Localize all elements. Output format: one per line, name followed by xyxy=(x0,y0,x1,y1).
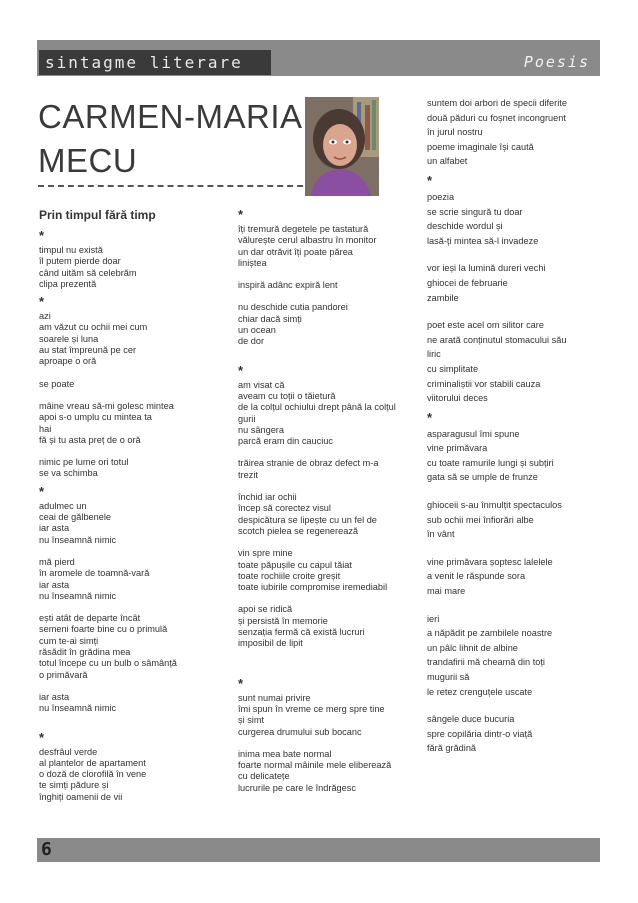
stanza-gap xyxy=(238,537,420,548)
verse-line: te simți pădure și xyxy=(39,780,109,791)
author-portrait xyxy=(305,97,379,196)
stanza-separator: * xyxy=(39,729,45,745)
stanza-gap xyxy=(39,368,219,379)
verse-line: vălurește cerul albastru în monitor xyxy=(238,235,377,246)
verse-line: totul începe cu un bulb o sâmânță xyxy=(39,658,177,669)
footer-bar xyxy=(37,838,600,862)
verse-line: vin spre mine xyxy=(238,548,293,559)
verse-line: hai xyxy=(39,423,52,434)
verse-line: două păduri cu foșnet incongruent xyxy=(427,112,566,123)
stanza-gap xyxy=(238,481,420,492)
stanza-separator: * xyxy=(238,207,244,222)
verse-line: mai mare xyxy=(427,586,466,597)
verse-line: parcă eram din cauciuc xyxy=(238,436,333,447)
verse-line: semeni foarte bine cu o primulă xyxy=(39,624,168,635)
verse-line: cu delicatețe xyxy=(238,771,290,782)
verse-line: poet este acel om silitor care xyxy=(427,320,544,331)
verse-line: a năpădit pe zambilele noastre xyxy=(427,628,553,639)
stanza-gap xyxy=(238,650,420,661)
verse-line: ești atât de departe încât xyxy=(39,613,141,624)
stanza-separator: * xyxy=(39,294,45,310)
verse-line: liric xyxy=(427,349,441,360)
verse-line: apoi s-o umplu cu mintea ta xyxy=(39,412,152,423)
stanza-separator: * xyxy=(39,228,45,243)
author-name-line1: CARMEN-MARIA xyxy=(38,98,303,135)
stanza-gap xyxy=(238,269,420,280)
verse-line: inima mea bate normal xyxy=(238,748,332,759)
verse-line: îți tremură degetele pe tastatură xyxy=(238,224,369,234)
verse-line: nu înseamnă nimic xyxy=(39,703,117,714)
verse-line: nimic pe lume ori totul xyxy=(39,457,129,468)
stanza-gap xyxy=(238,447,420,458)
verse-line: îl putem pierde doar xyxy=(39,256,121,267)
verse-line: cu simplitate xyxy=(427,363,479,374)
verse-line: un alfabet xyxy=(427,156,468,167)
verse-line: trandafirii mă cheamă din toți xyxy=(427,657,545,668)
stanza-separator: * xyxy=(427,172,433,188)
verse-line: suntem doi arbori de specii diferite xyxy=(427,98,567,108)
verse-line: și simt xyxy=(238,715,265,726)
verse-line: iar asta xyxy=(39,579,70,590)
stanza-gap xyxy=(238,291,420,302)
verse-line: sângele duce bucuria xyxy=(427,714,515,725)
verse-line: liniștea xyxy=(238,257,267,268)
verse-line: am văzut cu ochii mei cum xyxy=(39,322,148,333)
verse-line: azi xyxy=(39,311,51,322)
verse-line: mugurii să xyxy=(427,672,470,682)
verse-line: a venit le răspunde sora xyxy=(427,571,526,582)
poem-column-3 xyxy=(427,96,602,756)
verse-line: ceai de gălbenele xyxy=(39,512,112,523)
verse-line: vine primăvara xyxy=(427,443,488,454)
stanza-gap xyxy=(427,305,602,318)
verse-line: cum te-ai simți xyxy=(39,635,99,646)
verse-line: fă și tu asta preț de o oră xyxy=(39,434,141,445)
stanza-gap xyxy=(39,602,219,613)
verse-line: nu deschide cutia pandorei xyxy=(238,302,348,313)
verse-line: în jurul nostru xyxy=(427,127,483,138)
verse-line: apoi se ridică xyxy=(238,604,293,615)
verse-line: soarele și luna xyxy=(39,333,99,344)
verse-line: am visat că xyxy=(238,379,285,390)
verse-line: nu sângera xyxy=(238,424,284,435)
title-divider xyxy=(38,185,333,187)
verse-line: viitorului deces xyxy=(427,393,488,404)
verse-line: se va schimba xyxy=(39,468,98,479)
verse-line: toate păpușile cu capul tăiat xyxy=(238,559,352,570)
poem-column-2 xyxy=(238,203,420,794)
series-title: sintagme literare xyxy=(39,50,271,75)
verse-line: asparagusul îmi spune xyxy=(427,428,520,439)
verse-line: îmi spun în vreme ce merg spre tine xyxy=(238,703,385,714)
verse-line: spre copilăria dintr-o viață xyxy=(427,728,533,739)
verse-line: nu înseamnă nimic xyxy=(39,590,117,601)
verse-line: încep să corectez visul xyxy=(238,503,331,514)
verse-line: mâine vreau să-mi golesc mintea xyxy=(39,400,174,411)
stanza-gap xyxy=(39,681,219,692)
verse-line: le retez crenguțele uscate xyxy=(427,686,533,697)
verse-line: imposibil de lipit xyxy=(238,638,303,649)
verse-line: de la colțul ochiului drept până la colțul xyxy=(238,402,396,413)
verse-line: nu înseamnă nimic xyxy=(39,534,117,545)
verse-line: curgerea drumului sub bocanc xyxy=(238,726,362,737)
page-number: 6 xyxy=(41,839,52,860)
verse-line: o primăvară xyxy=(39,669,88,680)
verse-line: fără grădină xyxy=(427,743,477,754)
verse-line: se poate xyxy=(39,378,75,389)
verse-line: ieri xyxy=(427,613,440,624)
stanza-gap xyxy=(427,248,602,261)
verse-line: trăirea stranie de obraz defect m-a xyxy=(238,458,379,469)
verse-line: criminaliștii vor stabili cauza xyxy=(427,378,541,389)
stanza-gap xyxy=(39,546,219,557)
verse-line: iar asta xyxy=(39,523,70,534)
stanza-gap xyxy=(238,593,420,604)
verse-line: în aromele de toamnă-vară xyxy=(39,568,150,579)
verse-line: răsădit în grădina mea xyxy=(39,647,131,658)
verse-line: deschide wordul și xyxy=(427,221,503,232)
verse-line: închid iar ochii xyxy=(238,492,297,503)
verse-line: aveam cu toții o tăietură xyxy=(238,390,336,401)
stanza-gap xyxy=(238,738,420,749)
stanza-gap xyxy=(427,485,602,498)
stanza-gap xyxy=(39,446,219,457)
verse-line: un pâlc lihnit de albine xyxy=(427,642,518,653)
verse-line: o doză de clorofilă în vene xyxy=(39,769,147,780)
verse-line: ghiocei de februarie xyxy=(427,277,508,288)
stanza-gap xyxy=(427,699,602,712)
author-name xyxy=(38,95,313,183)
verse-line: un ocean xyxy=(238,325,276,336)
stanza-gap xyxy=(39,390,219,401)
verse-line: vine primăvara șoptesc lalelele xyxy=(427,556,553,567)
verse-line: al plantelor de apartament xyxy=(39,757,146,768)
section-label: Poesis xyxy=(523,53,590,71)
stanza-gap xyxy=(238,661,420,672)
verse-line: chiar dacă simți xyxy=(238,313,302,324)
verse-line: inspiră adânc expiră lent xyxy=(238,280,338,291)
verse-line: iar asta xyxy=(39,691,70,702)
verse-line: și persistă în memorie xyxy=(238,615,328,626)
verse-line: poeme imaginale își caută xyxy=(427,141,534,152)
verse-line: timpul nu există xyxy=(39,245,103,255)
stanza-separator: * xyxy=(238,362,244,378)
verse-line: despicătura se lipește cu un fel de xyxy=(238,514,377,525)
verse-line: foarte normal mâinile mele eliberează xyxy=(238,760,392,771)
verse-line: senzația fermă că există lucruri xyxy=(238,627,365,638)
verse-line: se scrie singură tu doar xyxy=(427,206,523,217)
verse-line: poezia xyxy=(427,191,455,202)
verse-line: trezit xyxy=(238,469,258,480)
verse-line: cu toate ramurile lungi și subțiri xyxy=(427,457,554,468)
verse-line: gurii xyxy=(238,413,256,424)
verse-line: vor ieși la lumină dureri vechi xyxy=(427,263,546,274)
verse-line: adulmec un xyxy=(39,500,87,511)
verse-line: un dar otrăvit îți poate părea xyxy=(238,246,353,257)
verse-line: mă pierd xyxy=(39,556,75,567)
poem-title: Prin timpul fără timp xyxy=(39,208,156,222)
stanza-separator: * xyxy=(238,675,244,691)
verse-line: lucrurile pe care le îndrăgesc xyxy=(238,782,356,793)
poem-column-1 xyxy=(39,208,219,803)
verse-line: lasă-ți mintea să-l invadeze xyxy=(427,235,539,246)
verse-line: clipa prezentă xyxy=(39,278,97,289)
verse-line: de dor xyxy=(238,336,265,347)
verse-line: înghiți oamenii de vii xyxy=(39,791,123,802)
verse-line: sub ochii mei înfiorări albe xyxy=(427,514,534,525)
verse-line: desfrâul verde xyxy=(39,746,98,757)
author-name-line2: MECU xyxy=(38,142,138,179)
verse-line: sunt numai privire xyxy=(238,692,311,703)
stanza-separator: * xyxy=(39,483,45,499)
verse-line: ghioceii s-au înmulțit spectaculos xyxy=(427,500,562,511)
verse-line: zambile xyxy=(427,292,459,303)
stanza-gap xyxy=(427,542,602,555)
verse-line: toate rochiile croite greșit xyxy=(238,570,341,581)
verse-line: gata să se umple de frunze xyxy=(427,472,538,483)
stanza-gap xyxy=(39,715,219,726)
verse-line: când uităm să celebrăm xyxy=(39,267,137,278)
stanza-separator: * xyxy=(427,409,433,425)
verse-line: aproape o oră xyxy=(39,356,97,367)
stanza-gap xyxy=(427,599,602,612)
verse-line: scotch pielea se regenerează xyxy=(238,525,359,536)
verse-line: toate iubirile compromise iremediabil xyxy=(238,582,388,593)
stanza-gap xyxy=(238,348,420,359)
verse-line: în vânt xyxy=(427,529,455,540)
verse-line: ne arată conținutul stomacului său xyxy=(427,334,567,345)
verse-line: au stat împreună pe cer xyxy=(39,345,137,356)
